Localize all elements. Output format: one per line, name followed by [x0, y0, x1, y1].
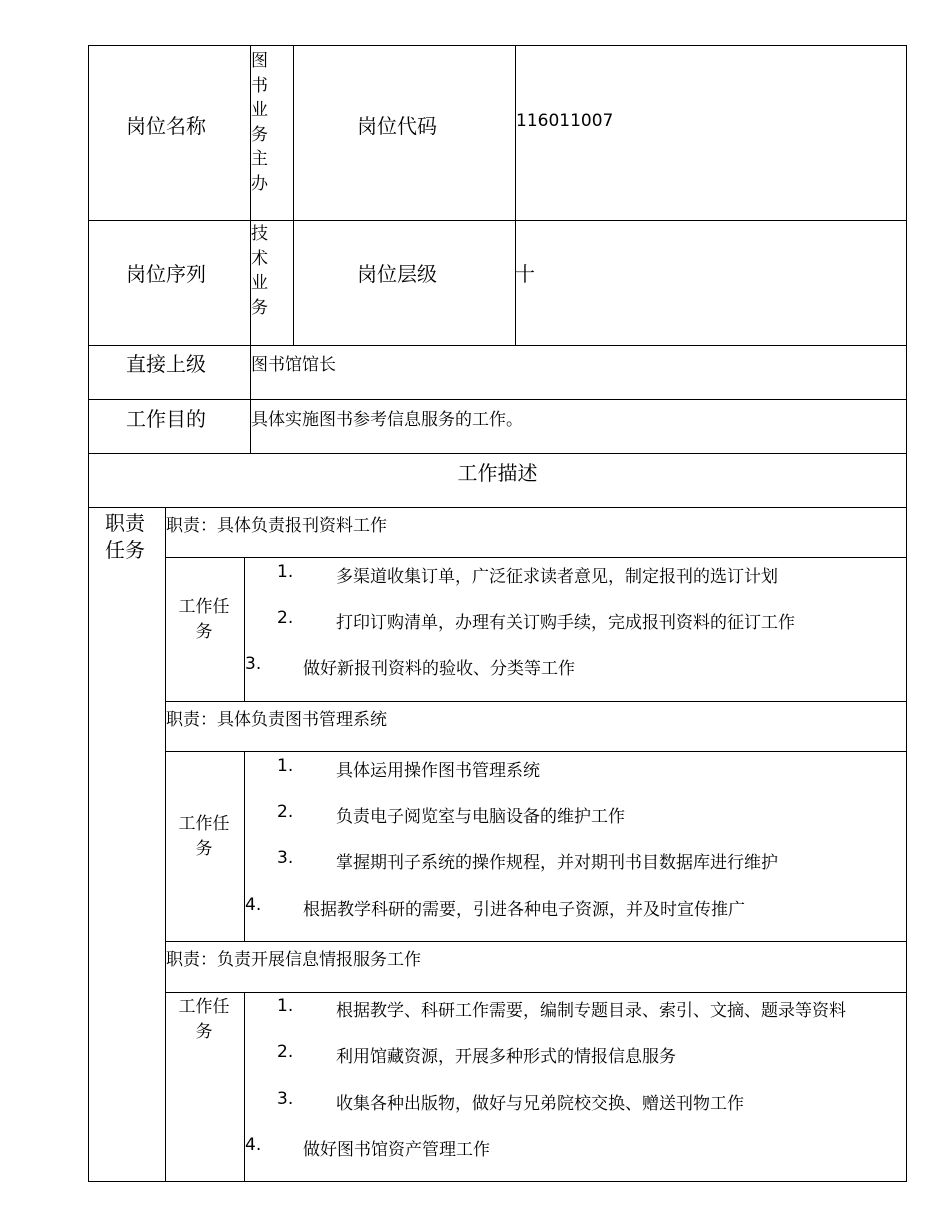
task-num: 2.: [277, 608, 294, 628]
duty-title: 职责：具体负责报刊资料工作: [166, 516, 387, 536]
task-num: 4.: [245, 895, 262, 915]
task-text: 具体运用操作图书管理系统: [336, 761, 540, 781]
post-level-value: 十: [515, 262, 535, 286]
post-series-label: 岗位序列: [126, 262, 206, 286]
task-text: 做好新报刊资料的验收、分类等工作: [303, 659, 575, 679]
post-name-label: 岗位名称: [126, 114, 206, 138]
post-name-value: 图书业务主办: [251, 51, 268, 194]
description-title: 工作描述: [457, 461, 538, 485]
task-text: 负责电子阅览室与电脑设备的维护工作: [336, 807, 625, 827]
cell: [88, 507, 165, 1182]
task-text: 打印订购清单，办理有关订购手续，完成报刊资料的征订工作: [336, 613, 795, 633]
task-num: 1.: [277, 756, 294, 776]
task-text: 做好图书馆资产管理工作: [303, 1140, 490, 1160]
task-text: 利用馆藏资源，开展多种形式的情报信息服务: [336, 1047, 676, 1067]
task-num: 2.: [277, 1042, 294, 1062]
task-num: 3.: [245, 654, 262, 674]
task-num: 2.: [277, 802, 294, 822]
cell: [250, 345, 907, 399]
task-label: 工作任务: [178, 597, 230, 642]
task-text: 收集各种出版物，做好与兄弟院校交换、赠送刊物工作: [336, 1094, 744, 1114]
task-text: 根据教学、科研工作需要，编制专题目录、索引、文摘、题录等资料: [336, 1001, 846, 1021]
post-series-value: 技术业务: [251, 224, 268, 318]
task-num: 1.: [277, 562, 294, 582]
task-label: 工作任务: [178, 997, 230, 1042]
task-text: 多渠道收集订单，广泛征求读者意见，制定报刊的选订计划: [336, 567, 778, 587]
duty-title: 职责：具体负责图书管理系统: [166, 710, 387, 730]
duty-title: 职责：负责开展信息情报服务工作: [166, 950, 421, 970]
post-level-label: 岗位层级: [357, 262, 437, 286]
task-text: 根据教学科研的需要，引进各种电子资源，并及时宣传推广: [303, 900, 745, 920]
purpose-label: 工作目的: [126, 407, 206, 431]
cell: [515, 220, 907, 345]
purpose-value: 具体实施图书参考信息服务的工作。: [251, 410, 523, 430]
superior-value: 图书馆馆长: [251, 355, 336, 375]
task-label: 工作任务: [178, 814, 230, 859]
task-num: 4.: [245, 1135, 262, 1155]
task-num: 3.: [277, 1089, 294, 1109]
task-num: 3.: [277, 848, 294, 868]
post-code-value: 116011007: [516, 111, 614, 131]
superior-label: 直接上级: [126, 352, 206, 376]
task-num: 1.: [277, 996, 294, 1016]
task-text: 掌握期刊子系统的操作规程，并对期刊书目数据库进行维护: [336, 853, 778, 873]
cell: [515, 45, 907, 220]
post-code-label: 岗位代码: [357, 114, 437, 138]
duties-label: 职责任务: [105, 511, 145, 562]
